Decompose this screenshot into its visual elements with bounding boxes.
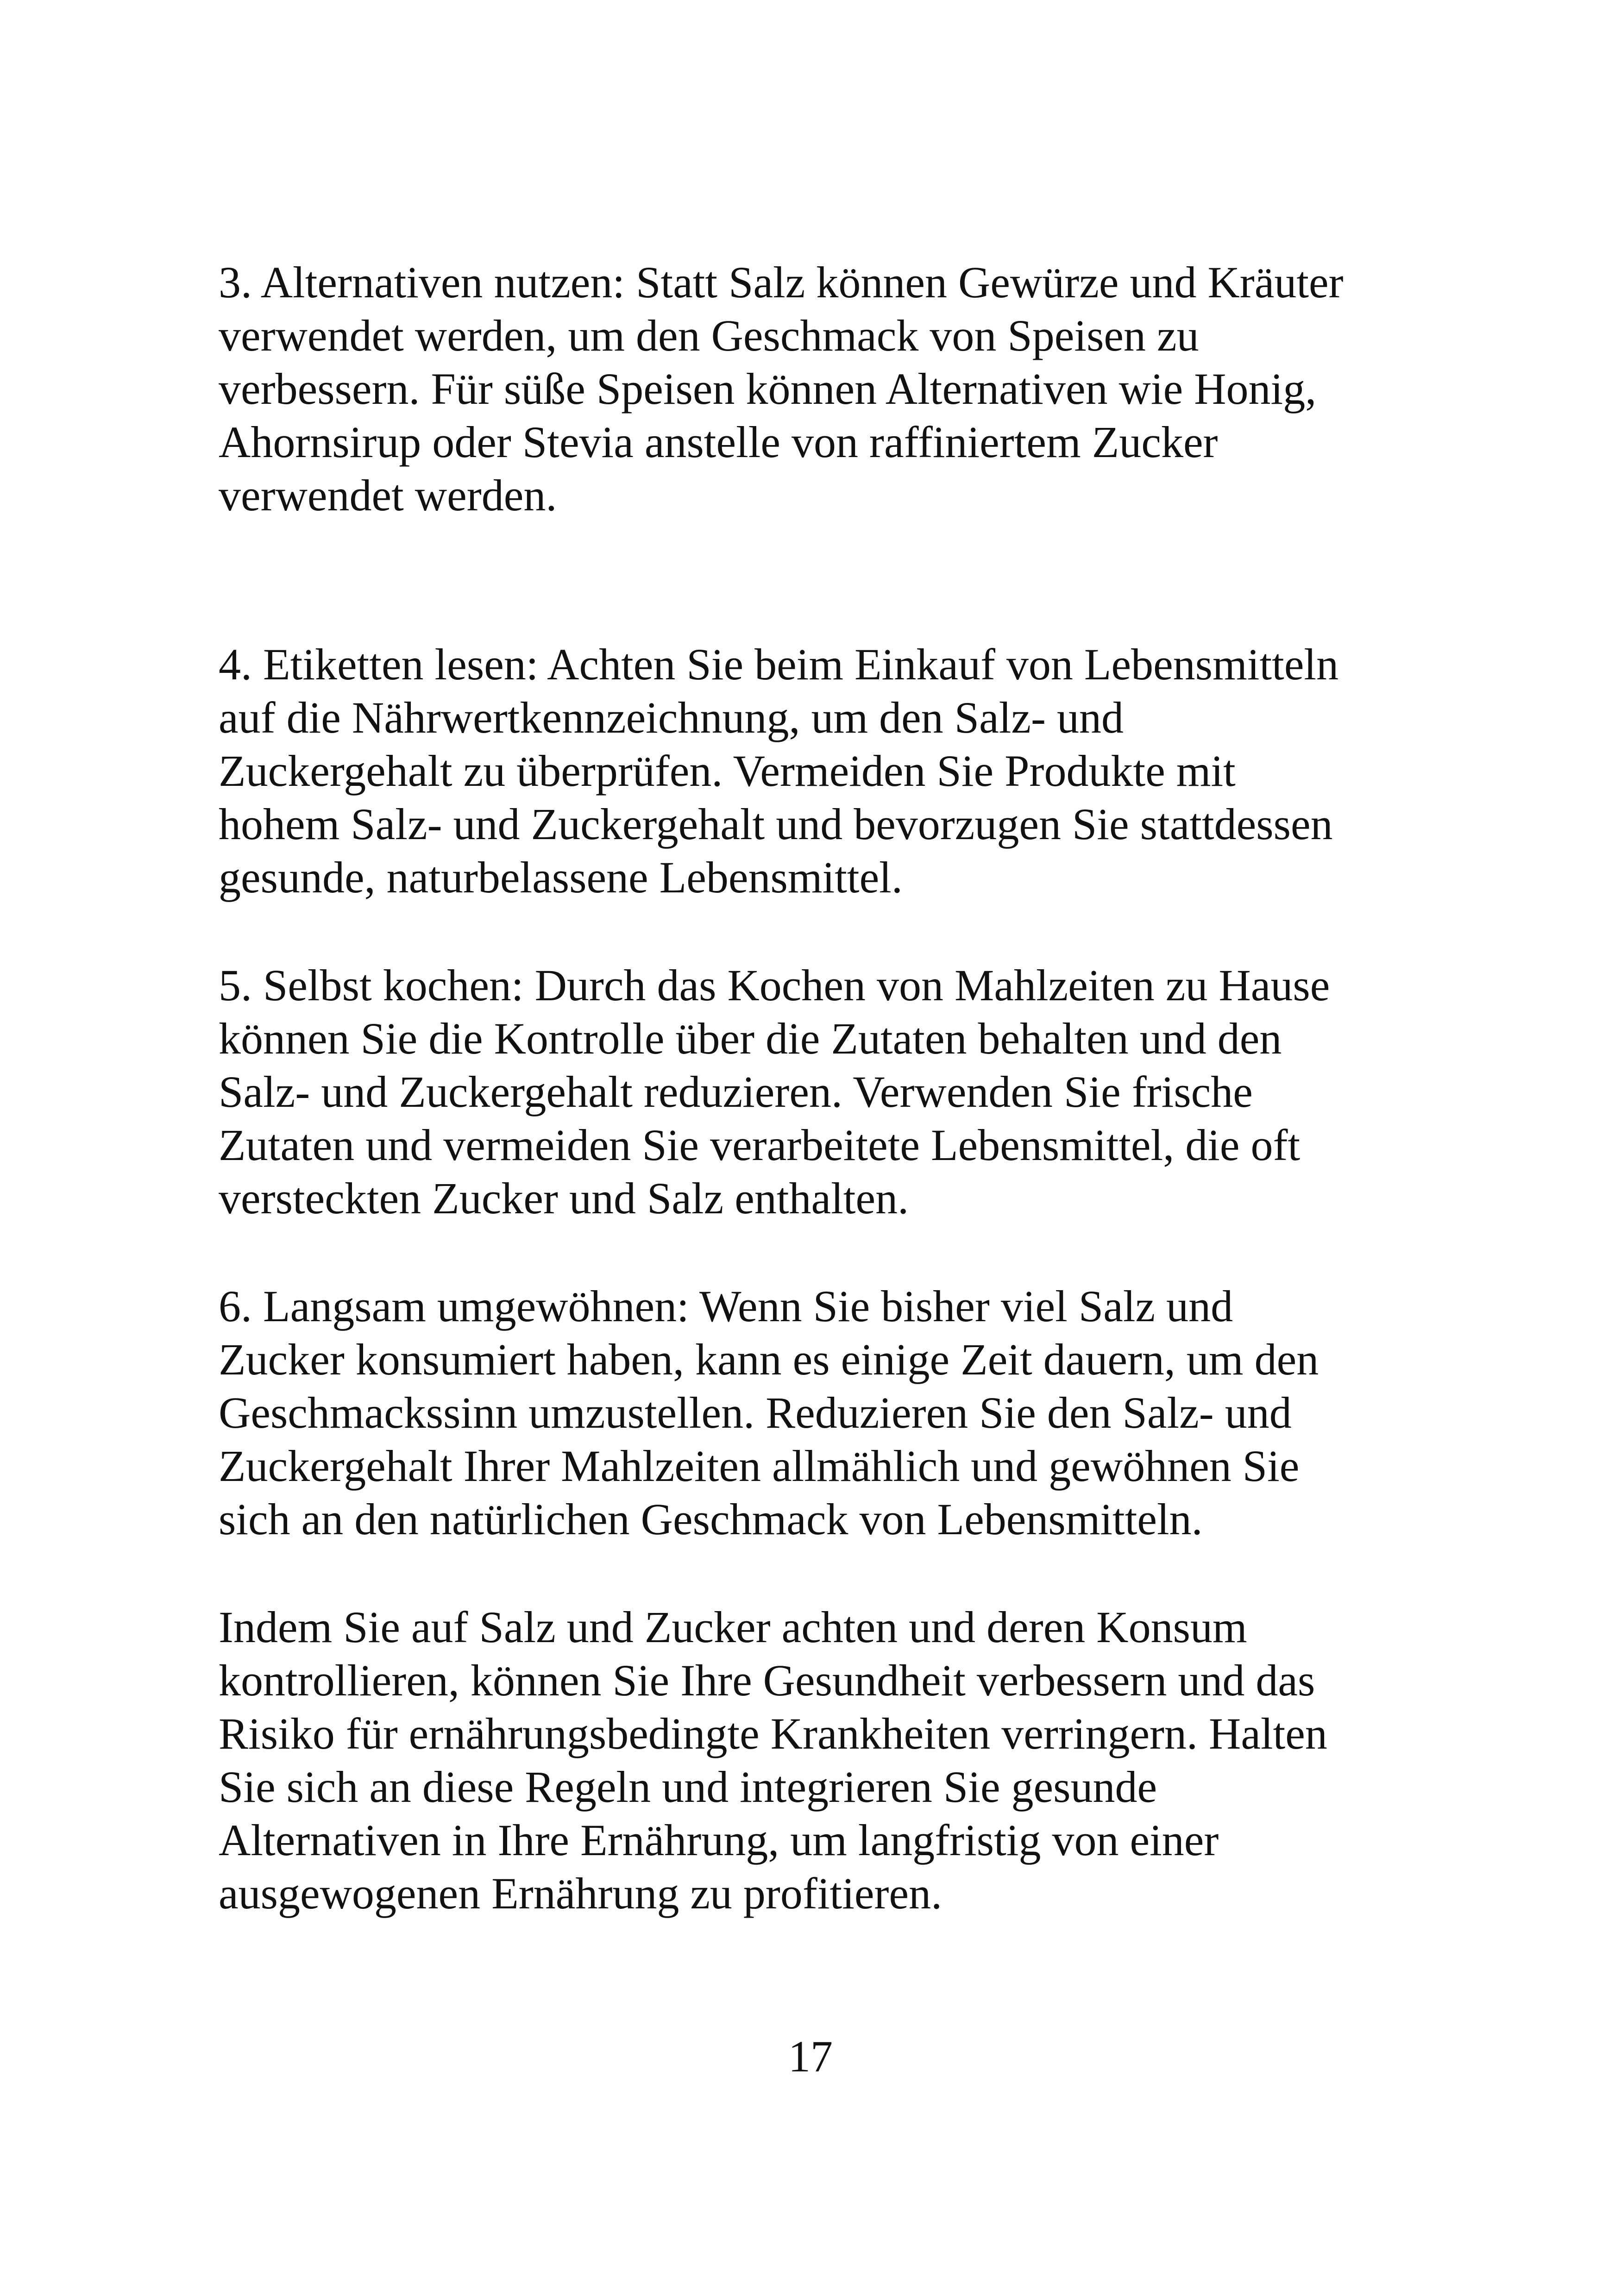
text-line: auf die Nährwertkennzeichnung, um den Salz- und [219, 693, 1124, 742]
page-number: 17 [788, 2032, 833, 2081]
text-line: 4. Etiketten lesen: Achten Sie beim Einkauf von Lebensmitteln [219, 640, 1339, 689]
page-content [219, 256, 1423, 1920]
paragraph-spacer [219, 1546, 1423, 1600]
paragraph-adjusting [219, 1280, 1423, 1546]
text-line: Indem Sie auf Salz und Zucker achten und deren Konsum [219, 1602, 1247, 1652]
paragraph-alternatives [219, 256, 1423, 522]
text-line: 6. Langsam umgewöhnen: Wenn Sie bisher viel Salz und [219, 1281, 1233, 1331]
text-line: ausgewogenen Ernährung zu profitieren. [219, 1869, 942, 1918]
paragraph-labels [219, 638, 1423, 904]
text-line: Salz- und Zuckergehalt reduzieren. Verwenden Sie frische [219, 1067, 1253, 1117]
text-line: 3. Alternativen nutzen: Statt Salz können Gewürze und Kräuter [219, 257, 1344, 307]
paragraph-spacer [219, 522, 1423, 638]
text-line: Geschmackssinn umzustellen. Reduzieren Sie den Salz- und [219, 1388, 1292, 1437]
text-line: sich an den natürlichen Geschmack von Lebensmitteln. [219, 1494, 1203, 1544]
text-line: können Sie die Kontrolle über die Zutaten behalten und den [219, 1014, 1282, 1063]
text-line: Zutaten und vermeiden Sie verarbeitete Lebensmittel, die oft [219, 1120, 1301, 1170]
paragraph-cooking [219, 959, 1423, 1225]
text-line: Zucker konsumiert haben, kann es einige Zeit dauern, um den [219, 1335, 1319, 1384]
text-line: 5. Selbst kochen: Durch das Kochen von Mahlzeiten zu Hause [219, 960, 1330, 1010]
paragraph-spacer [219, 904, 1423, 959]
text-line: Zuckergehalt Ihrer Mahlzeiten allmählich und gewöhnen Sie [219, 1441, 1300, 1491]
text-line: gesunde, naturbelassene Lebensmittel. [219, 853, 903, 902]
text-line: hohem Salz- und Zuckergehalt und bevorzugen Sie stattdessen [219, 799, 1333, 849]
text-line: verwendet werden, um den Geschmack von Speisen zu [219, 311, 1199, 360]
text-line: Ahornsirup oder Stevia anstelle von raffiniertem Zucker [219, 417, 1218, 467]
text-line: Zuckergehalt zu überprüfen. Vermeiden Sie Produkte mit [219, 746, 1236, 796]
text-line: kontrollieren, können Sie Ihre Gesundheit verbessern und das [219, 1656, 1315, 1705]
text-line: Alternativen in Ihre Ernährung, um langfristig von einer [219, 1815, 1219, 1865]
text-line: verbessern. Für süße Speisen können Alternativen wie Honig, [219, 364, 1317, 414]
paragraph-conclusion [219, 1600, 1423, 1920]
paragraph-spacer [219, 1225, 1423, 1280]
text-line: Sie sich an diese Regeln und integrieren Sie gesunde [219, 1762, 1157, 1812]
text-line: versteckten Zucker und Salz enthalten. [219, 1173, 909, 1223]
text-line: Risiko für ernährungsbedingte Krankheiten verringern. Halten [219, 1709, 1327, 1758]
text-line: verwendet werden. [219, 470, 557, 520]
